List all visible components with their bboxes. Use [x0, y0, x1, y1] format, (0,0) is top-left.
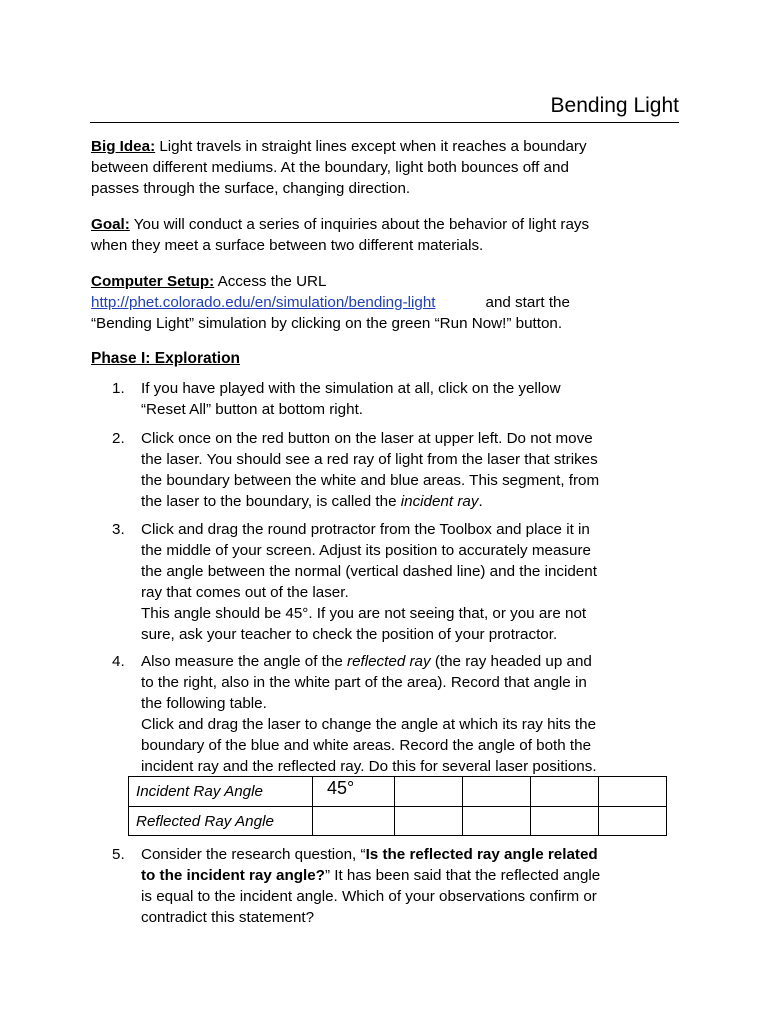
setup-line: Access the URL: [214, 273, 327, 290]
list-item-line: is equal to the incident angle. Which of your observations confirm or: [141, 888, 597, 905]
angle-table: [128, 776, 667, 836]
list-item-line: the laser. You should see a red ray of light from the laser that strikes: [141, 451, 598, 468]
reflected-ray-term: reflected ray: [347, 653, 431, 670]
research-question: Is the reflected ray angle related: [365, 846, 598, 863]
list-item-line: contradict this statement?: [141, 909, 315, 926]
incident-angle-cell[interactable]: 45°: [313, 777, 395, 807]
reflected-angle-cell[interactable]: [599, 807, 667, 836]
setup-label: Computer Setup:: [91, 273, 215, 290]
list-item-line: to the right, also in the white part of the area). Record that angle in: [141, 674, 587, 691]
setup-line: “Bending Light” simulation by clicking on the green “Run Now!” button.: [91, 315, 563, 332]
list-item-line: Consider the research question, “: [141, 846, 366, 863]
research-question: to the incident ray angle?: [141, 867, 325, 884]
goal-paragraph: [91, 214, 681, 256]
list-item-line: incident ray and the reflected ray. Do this for several laser positions.: [141, 758, 597, 775]
title-bar: [90, 92, 679, 123]
list-item-line: .: [478, 493, 483, 510]
setup-line: and start the: [485, 294, 570, 311]
list-item-line: the middle of your screen. Adjust its position to accurately measure: [141, 542, 591, 559]
list-item-line: ” It has been said that the reflected angle: [324, 867, 601, 884]
list-item-number: 1.: [112, 380, 125, 397]
list-item-line: ray that comes out of the laser.: [141, 584, 349, 601]
goal-line: when they meet a surface between two different materials.: [91, 237, 484, 254]
big-idea-label: Big Idea:: [91, 138, 156, 155]
goal-line: You will conduct a series of inquiries about the behavior of light rays: [129, 216, 590, 233]
list-item-line: If you have played with the simulation at all, click on the yellow: [141, 380, 561, 397]
incident-angle-label: Incident Ray Angle: [129, 777, 313, 807]
list-item-number: 4.: [112, 653, 125, 670]
list-item-line: the boundary between the white and blue areas. This segment, from: [141, 472, 600, 489]
table-row: [129, 777, 667, 807]
big-idea-paragraph: [91, 136, 681, 199]
list-item-line: Click and drag the round protractor from the Toolbox and place it in: [141, 521, 590, 538]
big-idea-line: Light travels in straight lines except when it reaches a boundary: [155, 138, 587, 155]
list-item-line: sure, ask your teacher to check the position of your protractor.: [141, 626, 558, 643]
reflected-angle-cell[interactable]: [395, 807, 463, 836]
reflected-angle-cell[interactable]: [531, 807, 599, 836]
setup-paragraph: [91, 271, 681, 334]
list-item-line: “Reset All” button at bottom right.: [141, 401, 364, 418]
list-item-line: the following table.: [141, 695, 267, 712]
table-row: [129, 807, 667, 836]
goal-label: Goal:: [91, 216, 130, 233]
list-item-line: boundary of the blue and white areas. Record the angle of both the: [141, 737, 592, 754]
reflected-angle-cell[interactable]: [463, 807, 531, 836]
simulation-url-link[interactable]: http://phet.colorado.edu/en/simulation/bending-light: [91, 294, 436, 311]
incident-angle-cell[interactable]: [395, 777, 463, 807]
list-item-line: (the ray headed up and: [430, 653, 592, 670]
list-item-number: 5.: [112, 846, 125, 863]
big-idea-line: between different mediums. At the boundary, light both bounces off and: [91, 159, 569, 176]
list-item-number: 3.: [112, 521, 125, 538]
page-title: Bending Light: [550, 94, 679, 117]
reflected-angle-cell[interactable]: [313, 807, 395, 836]
incident-ray-term: incident ray: [400, 493, 479, 510]
reflected-angle-label: Reflected Ray Angle: [129, 807, 313, 836]
list-item-line: the angle between the normal (vertical dashed line) and the incident: [141, 563, 597, 580]
big-idea-line: passes through the surface, changing direction.: [91, 180, 411, 197]
phase-heading: Phase I: Exploration: [91, 350, 241, 367]
list-item-line: Click and drag the laser to change the angle at which its ray hits the: [141, 716, 597, 733]
incident-angle-cell[interactable]: [599, 777, 667, 807]
list-item-line: Click once on the red button on the laser at upper left. Do not move: [141, 430, 593, 447]
list-item-line: This angle should be 45°. If you are not seeing that, or you are not: [141, 605, 587, 622]
incident-angle-cell[interactable]: [463, 777, 531, 807]
list-item-line: the laser to the boundary, is called the: [141, 493, 401, 510]
list-item-number: 2.: [112, 430, 125, 447]
list-item-line: Also measure the angle of the: [141, 653, 348, 670]
incident-angle-cell[interactable]: [531, 777, 599, 807]
